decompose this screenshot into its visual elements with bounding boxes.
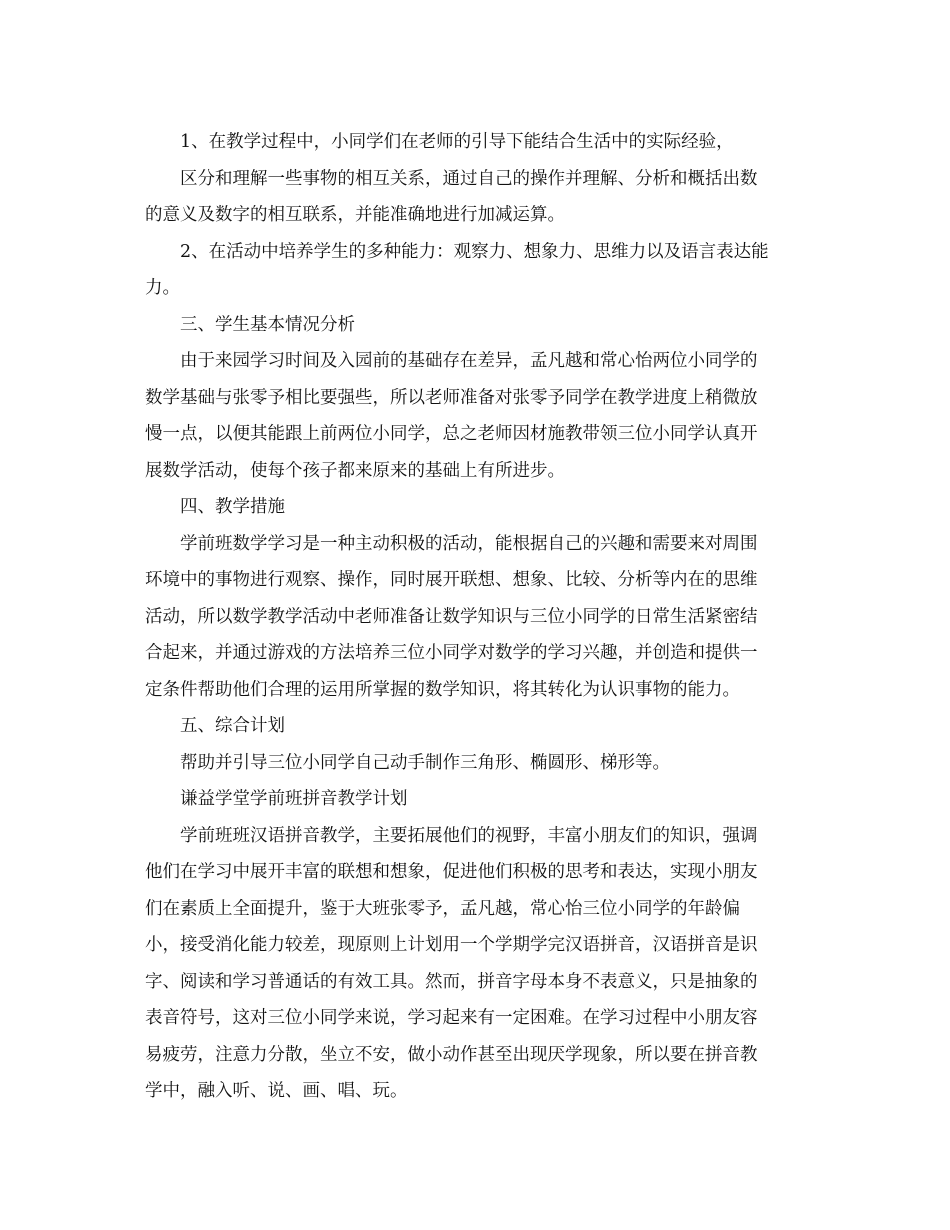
text-line: 的意义及数字的相互联系，并能准确地进行加减运算。 bbox=[145, 205, 565, 225]
text-line: 活动，所以数学教学活动中老师准备让数学知识与三位小同学的日常生活紧密结 bbox=[145, 607, 758, 627]
text-line: 区分和理解一些事物的相互关系，通过自己的操作并理解、分析和概括出数 bbox=[180, 169, 758, 189]
text-line: 易疲劳，注意力分散，坐立不安，做小动作甚至出现厌学现象，所以要在拼音教 bbox=[145, 1045, 758, 1065]
text-line: 学前班数学学习是一种主动积极的活动，能根据自己的兴趣和需要来对周围 bbox=[180, 534, 758, 554]
text-line: 环境中的事物进行观察、操作，同时展开联想、想象、比较、分析等内在的思维 bbox=[145, 570, 758, 590]
text-line: 学前班班汉语拼音教学，主要拓展他们的视野，丰富小朋友们的知识，强调 bbox=[180, 826, 758, 846]
text-line: 展数学活动，使每个孩子都来原来的基础上有所进步。 bbox=[145, 461, 565, 481]
text-line: 学中，融入听、说、画、唱、玩。 bbox=[145, 1081, 408, 1101]
text-line: 们在素质上全面提升，鉴于大班张零予，孟凡越，常心怡三位小同学的年龄偏 bbox=[145, 899, 740, 919]
text-line: 力。 bbox=[145, 278, 180, 298]
text-line: 定条件帮助他们合理的运用所掌握的数学知识，将其转化为认识事物的能力。 bbox=[145, 680, 740, 700]
section-heading: 三、学生基本情况分析 bbox=[180, 315, 355, 335]
text-line: 表音符号，这对三位小同学来说，学习起来有一定困难。在学习过程中小朋友容 bbox=[145, 1008, 758, 1028]
text-line: 数学基础与张零予相比要强些，所以老师准备对张零予同学在教学进度上稍微放 bbox=[145, 388, 758, 408]
text-line: 字、阅读和学习普通话的有效工具。然而，拼音字母本身不表意义，只是抽象的 bbox=[145, 972, 758, 992]
text-line: 帮助并引导三位小同学自己动手制作三角形、椭圆形、梯形等。 bbox=[180, 753, 670, 773]
text-line: 他们在学习中展开丰富的联想和想象，促进他们积极的思考和表达，实现小朋友 bbox=[145, 862, 758, 882]
text-line: 1、在教学过程中，小同学们在老师的引导下能结合生活中的实际经验， bbox=[180, 132, 734, 152]
text-line: 慢一点，以便其能跟上前两位小同学，总之老师因材施教带领三位小同学认真开 bbox=[145, 424, 758, 444]
text-line: 小，接受消化能力较差，现原则上计划用一个学期学完汉语拼音，汉语拼音是识 bbox=[145, 935, 758, 955]
text-line: 2、在活动中培养学生的多种能力：观察力、想象力、思维力以及语言表达能 bbox=[180, 242, 769, 262]
text-line: 合起来，并通过游戏的方法培养三位小同学对数学的学习兴趣，并创造和提供一 bbox=[145, 643, 758, 663]
section-heading: 五、综合计划 bbox=[180, 716, 285, 736]
section-heading: 四、教学措施 bbox=[180, 497, 285, 517]
section-heading: 谦益学堂学前班拼音教学计划 bbox=[180, 789, 408, 809]
text-line: 由于来园学习时间及入园前的基础存在差异，孟凡越和常心怡两位小同学的 bbox=[180, 351, 758, 371]
